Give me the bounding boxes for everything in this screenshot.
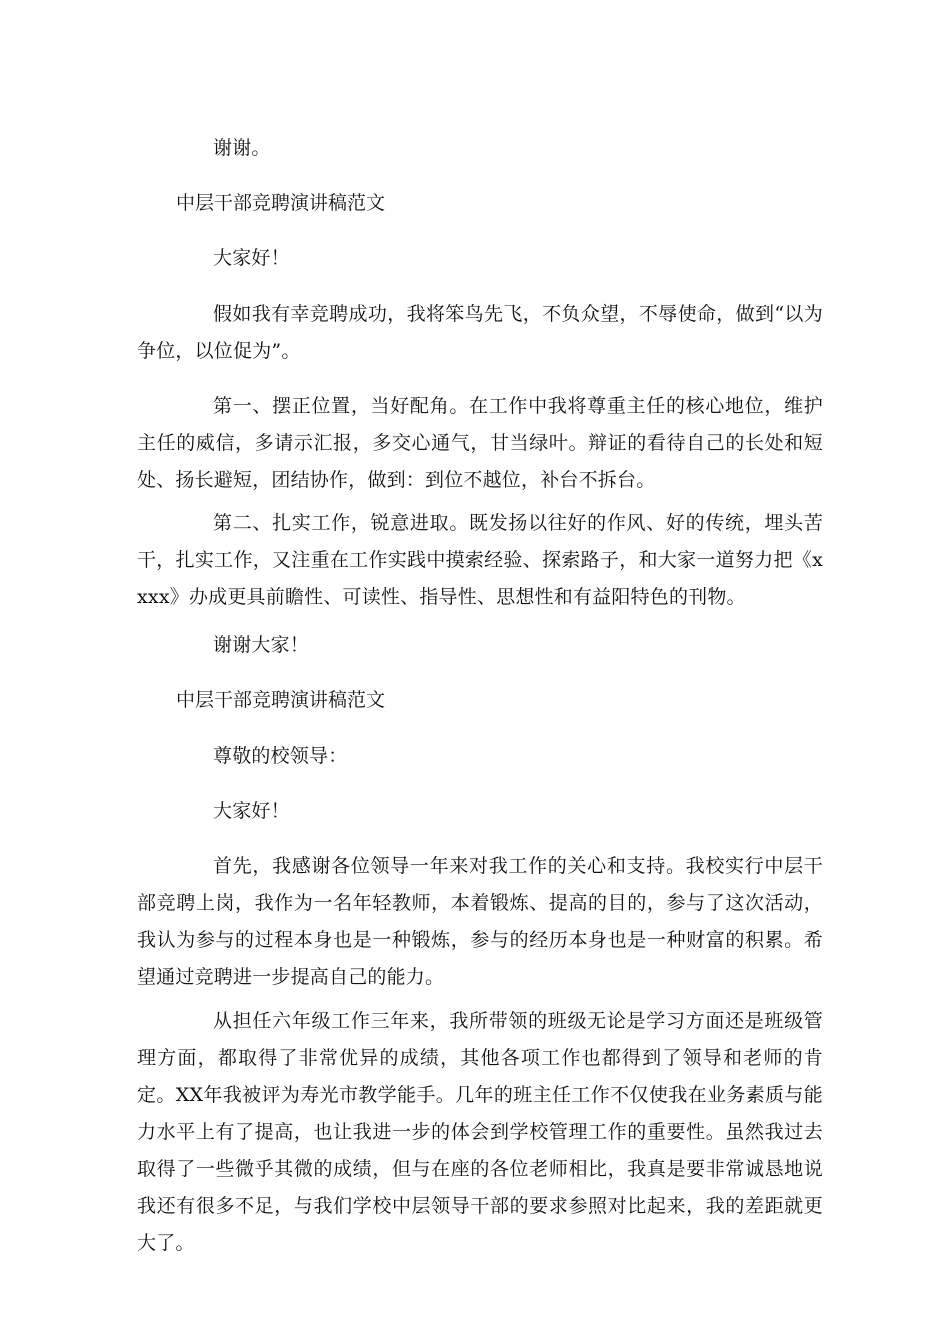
paragraph-intro-1: 假如我有幸竞聘成功，我将笨鸟先飞，不负众望，不辱使命，做到“以为争位，以位促为”。 <box>137 303 823 362</box>
paragraph-greeting-1: 大家好！ <box>213 247 290 269</box>
paragraph-salutation: 尊敬的校领导： <box>213 745 348 767</box>
paragraph-thanks-all: 谢谢大家！ <box>213 634 310 656</box>
paragraph-second-point: 第二、扎实工作，锐意进取。既发扬以往好的作风、好的传统，埋头苦干，扎实工作，又注重在工作实践中摸索经验、探索路子，和大家一道努力把《xxxx》办成更具前瞻性、可读性、指导性、思想性和有益阳特色的刊物。 <box>137 512 823 608</box>
paragraph-experience: 从担任六年级工作三年来，我所带领的班级无论是学习方面还是班级管理方面，都取得了非常优异的成绩，其他各项工作也都得到了领导和老师的肯定。XX年我被评为寿光市教学能手。几年的班主任工作不仅使我在业务素质与能力水平上有了提高，也让我进一步的体会到学校管理工作的重要性。虽然我过去取得了一些微乎其微的成绩，但与在座的各位老师相比，我真是要非常诚恳地说我还有很多不足，与我们学校中层领导干部的要求参照对比起来，我的差距就更大了。 <box>137 1010 823 1254</box>
paragraph-thanks: 谢谢。 <box>213 137 271 159</box>
section-title-1: 中层干部竞聘演讲稿范文 <box>176 192 386 214</box>
paragraph-first-point: 第一、摆正位置，当好配角。在工作中我将尊重主任的核心地位，维护主任的威信，多请示汇报，多交心通气，甘当绿叶。辩证的看待自己的长处和短处、扬长避短，团结协作，做到：到位不越位，补台不拆台。 <box>137 395 823 491</box>
section-title-2: 中层干部竞聘演讲稿范文 <box>176 689 386 711</box>
paragraph-opening: 首先，我感谢各位领导一年来对我工作的关心和支持。我校实行中层干部竞聘上岗，我作为一名年轻教师，本着锻炼、提高的目的，参与了这次活动，我认为参与的过程本身也是一种锻炼，参与的经历本身也是一种财富的积累。希望通过竞聘进一步提高自己的能力。 <box>137 855 823 988</box>
paragraph-greeting-2: 大家好！ <box>213 800 290 822</box>
